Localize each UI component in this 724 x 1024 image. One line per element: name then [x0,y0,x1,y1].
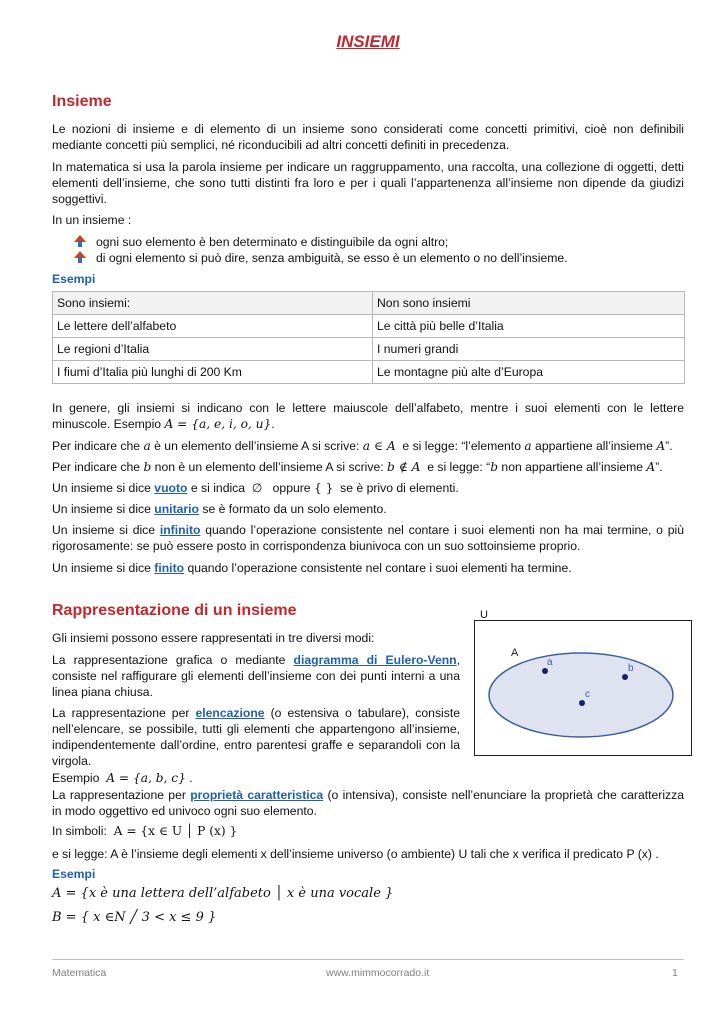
keyword-vuoto: vuoto [154,481,188,495]
list-item-text: ogni suo elemento è ben determinato e distinguibile da ogni altro; [96,235,449,249]
venn-diagram [474,620,692,756]
non-membership-formula: b ∉ A [387,460,421,474]
arrow-bullet-icon [74,251,86,263]
paragraph-membership: Per indicare che a è un elemento dell’insieme A si scrive: a ∈ A e si legge: “l’elemento a appartiene all’insieme A”. [52,439,673,453]
table-cell: I numeri grandi [373,338,685,361]
paragraph-enumeration-example: Esempio A = {a, b, c} . [52,771,193,785]
paragraph-non-membership: Per indicare che b non è un elemento dell’insieme A si scrive: b ∉ A e si legge: “b non appartiene all’insieme A”. [52,460,663,474]
table-cell: Le montagne più alte d’Europa [373,361,685,384]
table-header-cell: Non sono insiemi [373,292,685,315]
element-point-b [622,674,628,680]
paragraph-graphic: La rappresentazione grafica o mediante diagramma di Eulero-Venn, consiste nel raffigurare gli elementi dell’insieme con dei punti interni a una linea piana chiusa. [52,653,460,699]
membership-formula: a ∈ A [362,439,396,453]
table-cell: Le città più belle d’Italia [373,315,685,338]
footer-page-number: 1 [672,967,678,979]
universe-label: U [480,609,488,621]
keyword-proprieta-caratteristica: proprietà caratteristica [190,788,324,802]
table-cell: I fiumi d’Italia più lunghi di 200 Km [53,361,373,384]
venn-diagram-canvas [475,621,691,755]
footer-divider [52,959,684,960]
keyword-elencazione: elencazione [195,706,265,720]
arrow-bullet-icon [74,235,86,247]
page-title: INSIEMI [336,32,400,51]
element-point-a [542,668,548,674]
element-label-c: c [585,689,590,700]
examples-heading: Esempi [52,272,96,286]
paragraph-property: La rappresentazione per proprietà caratteristica (o intensiva), consiste nell’enunciare la proprietà che caratterizza in modo oggettivo ed univoco ogni suo elemento. [52,788,685,818]
empty-set-symbol: ∅ [251,481,263,495]
keyword-unitario: unitario [154,502,199,516]
paragraph-unit-set: Un insieme si dice unitario se è formato da un solo elemento. [52,502,387,516]
set-example-formula: A = {a, e, i, o, u} [164,417,272,431]
element-point-c [579,700,585,706]
footer-subject: Matematica [52,967,107,979]
table-row [53,315,685,338]
table-cell: Le regioni d’Italia [53,338,373,361]
paragraph-definition: In matematica si usa la parola insieme per indicare un raggruppamento, una raccolta, una collezione di oggetti, detti elementi dell’insieme, che sono tutti distinti fra loro e per i quali l’appartenenza all’insieme non dipende da giudizi soggettivi. [52,160,684,206]
section-heading-insieme: Insieme [52,93,112,110]
element-label-b: b [628,663,634,674]
paragraph-enumeration: La rappresentazione per elencazione (o estensiva o tabulare), consiste nell’elencare, se possibile, tutti gli elementi che appartengono all’insieme, indipendentemente dall’ordine, entro parentesi graffe e separandoli con la virgola. [52,706,460,768]
table-cell: Le lettere dell’alfabeto [53,315,373,338]
element-label-a: a [547,657,553,668]
keyword-infinito: infinito [159,523,201,537]
paragraph-finite-set: Un insieme si dice finito quando l’operazione consistente nel contare i suoi elementi ha termine. [52,561,572,575]
keyword-finito: finito [154,561,185,575]
examples-table [52,291,685,384]
keyword-eulero-venn: diagramma di Eulero-Venn [293,653,457,667]
property-formula: A = {x ∈ U │ P (x) } [113,824,238,838]
examples-heading: Esempi [52,867,96,881]
enumeration-formula: A = {a, b, c} [106,771,186,785]
paragraph-reading: e si legge: A è l’insieme degli elementi x dell’insieme universo (o ambiente) U tali che x verifica il predicato P (x) . [52,847,659,861]
paragraph-modes: Gli insiemi possono essere rappresentati in tre diversi modi: [52,631,375,645]
table-row [53,361,685,384]
table-row [53,338,685,361]
example-formula-b: B = { x ∈N ╱ 3 < x ≤ 9 } [52,910,217,925]
example-formula-a: A = {x è una lettera dell’alfabeto │ x è una vocale } [52,886,394,901]
table-header-cell: Sono insiemi: [53,292,373,315]
paragraph-infinite-set: Un insieme si dice infinito quando l’operazione consistente nel contare i suoi elementi non ha mai termine, o più rigorosamente: se può essere posto in corrispondenza biunivoca con un suo sottoinsieme proprio. [52,523,684,553]
list-item-text: di ogni elemento si può dire, senza ambiguità, se esso è un elemento o no dell’insieme. [96,251,568,265]
paragraph-intro: Le nozioni di insieme e di elemento di un insieme sono considerati come concetti primitivi, cioè non definibili mediante concetti più semplici, né riconducibili ad altri concetti definiti in precedenza. [52,122,684,152]
paragraph-empty-set: Un insieme si dice vuoto e si indica ∅ oppure { } se è privo di elementi. [52,481,459,495]
paragraph-properties-lead: In un insieme : [52,213,132,227]
paragraph-notation: In genere, gli insiemi si indicano con le lettere maiuscole dell’alfabeto, mentre i suoi elementi con le lettere minuscole. Esempio A = {a, e, i, o, u}. [52,401,684,431]
footer-website: www.mimmocorrado.it [326,967,430,979]
set-ellipse [489,653,673,737]
paragraph-symbols: In simboli: A = {x ∈ U │ P (x) } [52,824,238,838]
table-header-row [53,292,685,315]
section-heading-rappresentazione: Rappresentazione di un insieme [52,602,297,619]
set-label: A [511,647,519,659]
